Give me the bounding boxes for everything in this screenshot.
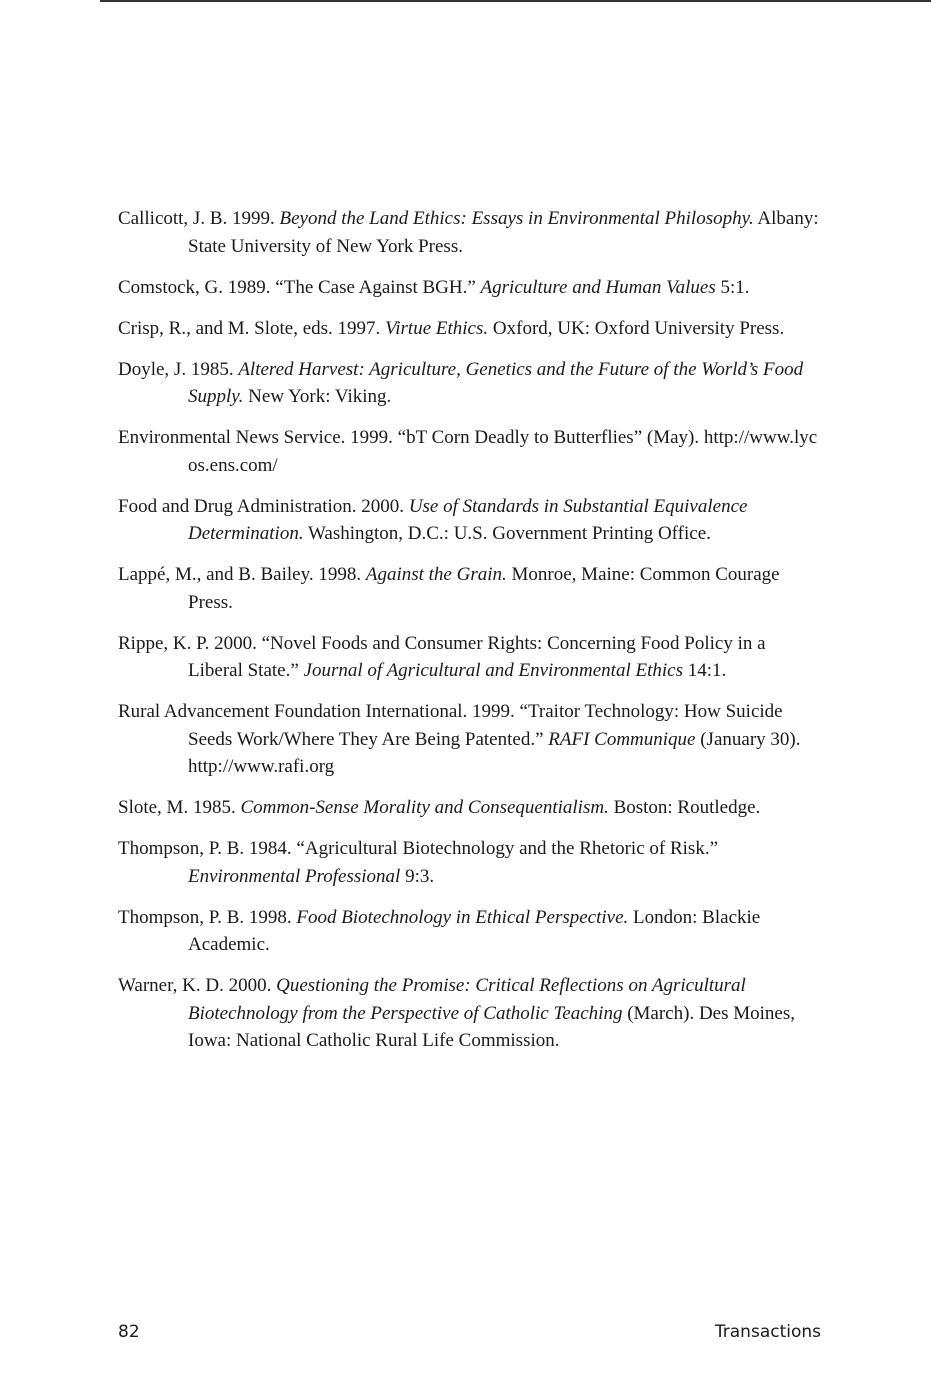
- reference-text: London: Blackie Academic.: [188, 906, 761, 955]
- reference-text: Monroe, Maine: Common Courage Press.: [188, 564, 780, 613]
- top-rule: [100, 0, 931, 2]
- reference-text: Rippe, K. P. 2000. “Novel Foods and Consumer Rights: Concerning Food Policy in a Liberal State.”: [118, 632, 766, 681]
- reference-item: [118, 493, 823, 548]
- reference-text: (January 30). http://www.rafi.org: [188, 728, 801, 777]
- reference-item: [118, 630, 823, 685]
- reference-title: Use of Standards in Substantial Equivalence Determination.: [188, 495, 748, 544]
- reference-item: [118, 972, 823, 1055]
- reference-text: Callicott, J. B. 1999.: [118, 208, 280, 229]
- reference-title: Common-Sense Morality and Consequentialism.: [240, 797, 609, 818]
- reference-title: Journal of Agricultural and Environmental Ethics: [303, 660, 683, 681]
- reference-item: [118, 424, 823, 479]
- reference-text: Doyle, J. 1985.: [118, 358, 239, 380]
- reference-item: [118, 561, 823, 616]
- reference-text: Rural Advancement Foundation International. 1999. “Traitor Technology: How Suicide Seeds Work/Where They Are Being Patented.”: [118, 701, 783, 750]
- reference-title: Beyond the Land Ethics: Essays in Environmental Philosophy.: [279, 208, 754, 229]
- reference-title: Food Biotechnology in Ethical Perspective.: [296, 906, 629, 928]
- reference-title: Altered Harvest: Agriculture, Genetics and the Future of the World’s Food Supply.: [188, 358, 804, 407]
- page-number: 82: [118, 1322, 140, 1342]
- reference-text: Thompson, P. B. 1998.: [118, 906, 297, 928]
- reference-list: [118, 205, 823, 1068]
- reference-text: (March). Des Moines, Iowa: National Catholic Rural Life Commission.: [188, 1002, 795, 1051]
- reference-text: Food and Drug Administration. 2000.: [118, 495, 409, 517]
- reference-text: Lappé, M., and B. Bailey. 1998.: [118, 564, 366, 585]
- reference-title: RAFI Communique: [548, 728, 696, 750]
- reference-text: Slote, M. 1985.: [118, 797, 241, 818]
- running-title: Transactions: [714, 1322, 821, 1342]
- reference-title: Environmental Professional: [188, 865, 401, 887]
- reference-text: Albany: State University of New York Press.: [188, 208, 819, 257]
- reference-text: Washington, D.C.: U.S. Government Printing Office.: [303, 523, 711, 544]
- reference-item: [118, 794, 823, 822]
- reference-title: Against the Grain.: [365, 564, 507, 585]
- reference-item: [118, 315, 823, 343]
- reference-title: Questioning the Promise: Critical Reflections on Agricultural Biotechnology from the Perspective of Catholic Teaching: [188, 975, 746, 1024]
- reference-item: [118, 356, 823, 411]
- reference-text: Boston: Routledge.: [608, 797, 761, 818]
- reference-text: 14:1.: [682, 660, 727, 681]
- reference-item: [118, 904, 823, 959]
- reference-text: Crisp, R., and M. Slote, eds. 1997.: [118, 317, 386, 339]
- reference-text: Oxford, UK: Oxford University Press.: [488, 317, 785, 339]
- reference-text: Thompson, P. B. 1984. “Agricultural Biotechnology and the Rhetoric of Risk.”: [118, 838, 719, 859]
- reference-item: [118, 835, 823, 890]
- reference-text: 9:3.: [400, 865, 435, 887]
- reference-item: [118, 205, 823, 260]
- reference-title: Agriculture and Human Values: [480, 276, 716, 298]
- reference-title: Virtue Ethics.: [385, 317, 489, 339]
- reference-text: Comstock, G. 1989. “The Case Against BGH.”: [118, 276, 481, 298]
- reference-text: Environmental News Service. 1999. “bT Corn Deadly to Butterflies” (May). http://www.lycos.ens.com/: [118, 427, 818, 476]
- reference-text: Warner, K. D. 2000.: [118, 975, 277, 996]
- reference-item: [118, 274, 823, 302]
- reference-item: [118, 698, 823, 781]
- reference-text: New York: Viking.: [243, 386, 392, 407]
- reference-text: 5:1.: [715, 276, 750, 298]
